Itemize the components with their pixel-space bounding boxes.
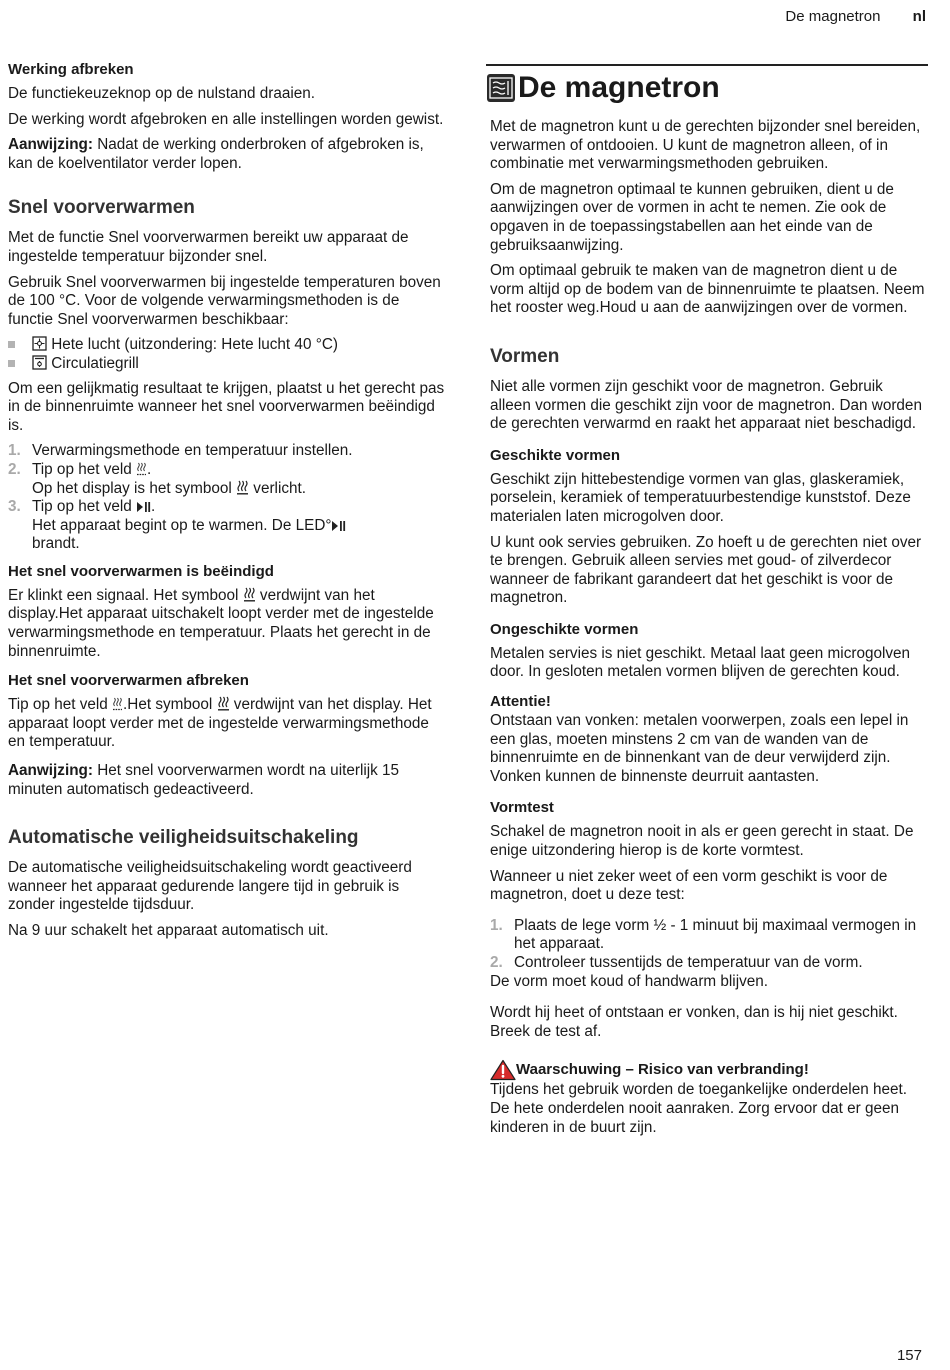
werking-afbreken-heading: Werking afbreken bbox=[8, 61, 134, 78]
werking-afbreken-p2: De werking wordt afgebroken en alle instellingen worden gewist. bbox=[8, 110, 444, 128]
attentie-paragraph: Ontstaan van vonken: metalen voorwerpen, zoals een lepel in een glas, moeten minstens 2 cm van de wanden van de binnenruimte en de binnenkant van de deur verwijderd zijn. Vonken kunnen de binnenste deurruit aantasten. bbox=[490, 712, 909, 785]
warning-triangle-icon bbox=[490, 1059, 516, 1081]
step-number: 2. bbox=[8, 460, 21, 478]
step-text: brandt. bbox=[32, 535, 80, 553]
ongeschikt-p1: Metalen servies is niet geschikt. Metaal laat geen microgolven door. In gesloten metalen vormen blijven de gerechten koud. bbox=[490, 644, 911, 681]
intro-p3: Om optimaal gebruik te maken van de magnetron dient u de vorm altijd op de bodem van de binnenruimte te plaatsen. Neem het rooster weg.Houd u aan de aanwijzingen over de vormen. bbox=[490, 262, 925, 317]
ended-paragraph: Er klinkt een signaal. Het symbool verdwijnt van het display.Het apparaat uitschakelt loopt verder met de ingestelde verwarmingsmethode en temperatuur. Plaats het gerecht in de binnenruimte. bbox=[8, 586, 434, 660]
ongeschikt-heading: Ongeschikte vormen bbox=[490, 620, 639, 638]
step-number: 2. bbox=[490, 954, 503, 971]
rapid-heat-field-icon bbox=[136, 462, 147, 476]
step-text: Tip op het veld bbox=[32, 460, 137, 478]
snel-voorverwarmen-heading: Snel voorverwarmen bbox=[8, 197, 195, 219]
header-section-title: De magnetron bbox=[785, 8, 881, 25]
vormtest-steps bbox=[490, 917, 926, 973]
chapter-title-text: De magnetron bbox=[518, 71, 720, 104]
vormtest-p3: De vorm moet koud of handwarm blijven. bbox=[490, 972, 769, 990]
vormtest-p2: Wanneer u niet zeker weet of een vorm geschikt is voor de magnetron, doet u deze test: bbox=[490, 867, 888, 904]
list-item bbox=[8, 336, 446, 355]
vormen-p1: Niet alle vormen zijn geschikt voor de magnetron. Gebruik alleen vormen die geschikt zijn voor de magnetron. Dan worden de gerechten verwarmd en raakt het apparaat niet beschadigd. bbox=[490, 377, 922, 433]
rapid-heat-symbol-icon bbox=[243, 587, 256, 602]
snel-steps bbox=[8, 442, 446, 554]
step-number: 1. bbox=[8, 442, 21, 460]
ended-heading: Het snel voorverwarmen is beëindigd bbox=[8, 562, 274, 580]
step-text: Controleer tussentijds de temperatuur van de vorm. bbox=[514, 954, 863, 971]
rapid-heat-symbol-icon bbox=[236, 480, 249, 495]
heating-methods-list bbox=[8, 336, 446, 373]
cancel-paragraph: Tip op het veld .Het symbool verdwijnt van het display. Het apparaat loopt verder met de ingestelde verwarmingsmethode en temperatuur. bbox=[8, 696, 432, 751]
step-number: 1. bbox=[490, 916, 503, 934]
step-number: 3. bbox=[8, 498, 21, 516]
attentie-heading: Attentie! bbox=[490, 693, 551, 711]
hot-air-icon bbox=[32, 336, 47, 351]
bullet-square bbox=[8, 341, 15, 348]
circulation-grill-icon bbox=[32, 355, 47, 370]
werking-afbreken-p1: De functiekeuzeknop op de nulstand draaien. bbox=[8, 85, 316, 102]
auto-p1: De automatische veiligheidsuitschakeling wordt geactiveerd wanneer het apparaat gedurende langere tijd in gebruik is zonder ingestelde tijdsduur. bbox=[8, 859, 412, 914]
vormen-heading: Vormen bbox=[490, 345, 560, 367]
auto-heading: Automatische veiligheidsuitschakeling bbox=[8, 827, 359, 849]
step-item: 2. Tip op het veld . Op het display is het symbool verlicht. bbox=[8, 460, 307, 497]
bullet-square bbox=[8, 360, 15, 367]
note-text: Nadat de werking onderbroken of afgebroken is, kan de koelventilator verder lopen. bbox=[8, 136, 424, 172]
step-item bbox=[490, 954, 926, 973]
snel-p1: Met de functie Snel voorverwarmen bereikt uw apparaat de ingestelde temperatuur bijzonder snel. bbox=[8, 229, 409, 265]
header-language: nl bbox=[912, 8, 926, 25]
warning-title: Waarschuwing – Risico van verbranding! bbox=[516, 1061, 809, 1079]
step-item bbox=[8, 442, 446, 461]
circulation-grill-label: Circulatiegrill bbox=[51, 354, 139, 372]
vormtest-heading: Vormtest bbox=[490, 799, 554, 817]
intro-p2: Om de magnetron optimaal te kunnen gebruiken, dient u de aanwijzingen over de vormen in acht te nemen. Zie ook de opgaven in de toepassingstabellen aan het einde van de gebruiksaanwijzing. bbox=[490, 180, 894, 254]
page-header bbox=[785, 8, 926, 25]
rapid-heat-symbol-icon bbox=[217, 696, 230, 711]
snel-p3: Om een gelijkmatig resultaat te krijgen, plaatst u het gerecht pas in de binnenruimte wanneer het snel voorverwarmen beëindigd is. bbox=[8, 379, 445, 434]
step-text: Verwarmingsmethode en temperatuur instellen. bbox=[32, 442, 353, 460]
note-label: Aanwijzing: bbox=[8, 762, 93, 780]
right-column bbox=[490, 60, 926, 1144]
intro-p1: Met de magnetron kunt u de gerechten bijzonder snel bereiden, verwarmen of ontdooien. U kunt de magnetron alleen, of in combinatie met verwarmingsmethoden gebruiken. bbox=[490, 118, 921, 173]
page-number: 157 bbox=[896, 1347, 922, 1364]
step-item: 3. Tip op het veld . Het apparaat begint op te warmen. De LED° brandt. bbox=[8, 498, 446, 554]
list-item bbox=[8, 355, 446, 374]
left-column bbox=[8, 60, 446, 948]
vormtest-p4a: Wordt hij heet of ontstaan er vonken, dan is hij niet geschikt. bbox=[490, 1004, 898, 1022]
snel-note bbox=[8, 762, 446, 799]
cancel-heading: Het snel voorverwarmen afbreken bbox=[8, 672, 249, 690]
vormtest-p4b: Breek de test af. bbox=[490, 1022, 602, 1040]
microwave-icon bbox=[486, 73, 516, 103]
chapter-title bbox=[486, 64, 928, 108]
start-pause-icon bbox=[136, 501, 151, 513]
hot-air-label: Hete lucht (uitzondering: Hete lucht 40 °C) bbox=[51, 336, 338, 354]
warning-heading bbox=[490, 1059, 926, 1081]
step-text: Plaats de lege vorm ½ - 1 minuut bij maximaal vermogen in het apparaat. bbox=[514, 916, 917, 953]
note-label: Aanwijzing: bbox=[8, 136, 93, 154]
vormtest-p1: Schakel de magnetron nooit in als er geen gerecht in staat. De enige uitzondering hierop is de korte vormtest. bbox=[490, 823, 914, 860]
werking-afbreken-note bbox=[8, 136, 446, 173]
start-pause-icon bbox=[331, 520, 346, 532]
geschikt-heading: Geschikte vormen bbox=[490, 446, 621, 464]
warning-text: Tijdens het gebruik worden de toegankelijke onderdelen heet. De hete onderdelen nooit aanraken. Zorg ervoor dat er geen kinderen in de buurt zijn. bbox=[490, 1081, 907, 1136]
geschikt-p1: Geschikt zijn hittebestendige vormen van glas, glaskeramiek, porselein, keramiek of temperatuurbestendige kunststof. Deze materialen laten microgolven door. bbox=[490, 470, 911, 525]
step-text: Het apparaat begint op te warmen. De LED° bbox=[32, 516, 332, 534]
step-text: Tip op het veld bbox=[32, 498, 137, 516]
snel-p2: Gebruik Snel voorverwarmen bij ingestelde temperaturen boven de 100 °C. Voor de volgende verwarmingsmethoden is de functie Snel voorverwarmen beschikbaar: bbox=[8, 273, 441, 328]
step-item bbox=[490, 917, 926, 954]
step-text: Op het display is het symbool bbox=[32, 479, 237, 497]
rapid-heat-field-icon bbox=[112, 697, 123, 711]
note-text: Het snel voorverwarmen wordt na uiterlijk 15 minuten automatisch gedeactiveerd. bbox=[8, 762, 400, 798]
geschikt-p2: U kunt ook servies gebruiken. Zo hoeft u de gerechten niet over te brengen. Gebruik alleen servies met goud- of zilverdecor wanneer de fabrikant garandeert dat het geschikt is voor de magnetron. bbox=[490, 533, 922, 607]
auto-p2: Na 9 uur schakelt het apparaat automatisch uit. bbox=[8, 922, 329, 939]
